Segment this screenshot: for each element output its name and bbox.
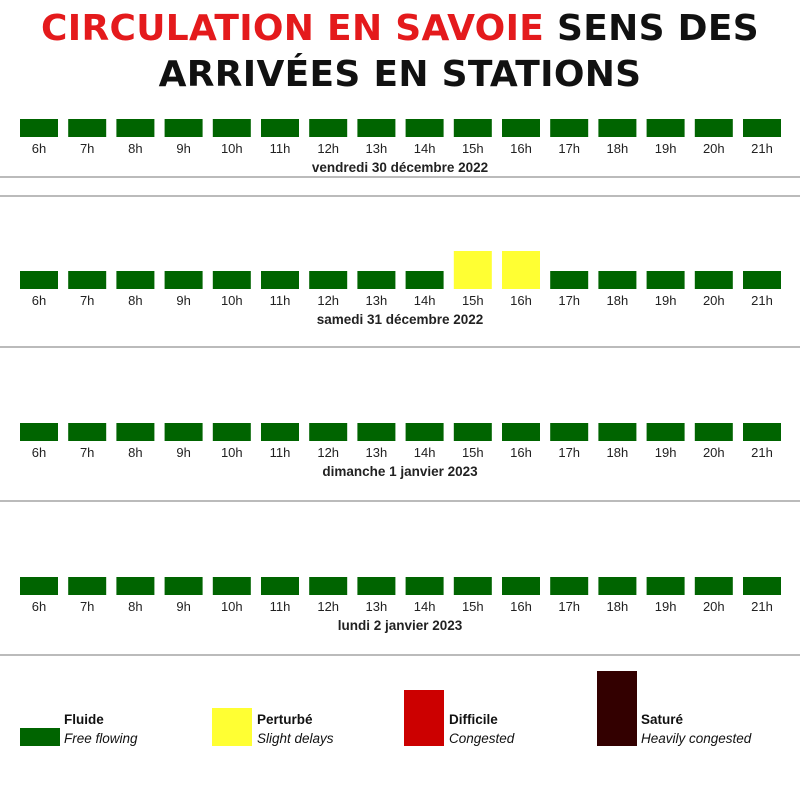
traffic-bar — [647, 271, 685, 289]
legend-label: Difficile — [449, 712, 498, 727]
traffic-bar — [213, 271, 251, 289]
traffic-bar — [261, 423, 299, 441]
traffic-bar — [502, 423, 540, 441]
hour-label: 9h — [176, 599, 191, 614]
traffic-bar — [165, 119, 203, 137]
hour-label: 11h — [269, 293, 291, 308]
traffic-bar — [68, 271, 106, 289]
traffic-bar — [116, 577, 154, 595]
traffic-bar — [68, 577, 106, 595]
traffic-bar — [357, 577, 395, 595]
traffic-bar — [598, 577, 636, 595]
hour-label: 10h — [220, 599, 243, 614]
hour-label: 14h — [413, 293, 436, 308]
hour-label: 17h — [558, 599, 581, 614]
hour-label: 8h — [128, 293, 143, 308]
traffic-bar — [695, 577, 733, 595]
traffic-bar — [454, 577, 492, 595]
chart-title-part2: SENS DES ARRIVÉES EN STATIONS — [158, 8, 759, 95]
hour-label: 7h — [79, 599, 95, 614]
traffic-bar — [502, 577, 540, 595]
date-label: dimanche 1 janvier 2023 — [322, 464, 478, 479]
hour-label: 7h — [79, 141, 95, 156]
hour-label: 14h — [413, 445, 436, 460]
hour-label: 18h — [606, 599, 629, 614]
traffic-bar — [743, 423, 781, 441]
traffic-bar — [213, 119, 251, 137]
traffic-bar — [116, 119, 154, 137]
hour-label: 19h — [654, 141, 677, 156]
traffic-bar — [406, 577, 444, 595]
traffic-bar — [743, 271, 781, 289]
traffic-bar — [454, 423, 492, 441]
hour-label: 21h — [751, 141, 773, 156]
hour-label: 6h — [31, 141, 47, 156]
hour-label: 19h — [654, 445, 677, 460]
legend-sublabel: Congested — [449, 731, 515, 746]
legend-swatch — [404, 690, 444, 746]
traffic-bar — [357, 271, 395, 289]
traffic-bar — [647, 577, 685, 595]
traffic-bar — [20, 119, 58, 137]
traffic-bar — [20, 423, 58, 441]
traffic-bar — [406, 271, 444, 289]
traffic-bar — [598, 271, 636, 289]
legend-swatch — [20, 728, 60, 746]
hour-label: 18h — [606, 293, 629, 308]
traffic-bar — [502, 119, 540, 137]
hour-label: 20h — [702, 445, 725, 460]
hour-label: 9h — [176, 141, 191, 156]
traffic-bar — [454, 251, 492, 289]
date-label: lundi 2 janvier 2023 — [337, 618, 463, 633]
hour-label: 14h — [413, 599, 436, 614]
hour-label: 20h — [702, 293, 725, 308]
hour-label: 15h — [461, 599, 484, 614]
hour-label: 10h — [220, 141, 243, 156]
hour-label: 9h — [176, 445, 191, 460]
hour-label: 21h — [751, 293, 773, 308]
hour-label: 15h — [461, 293, 484, 308]
hour-label: 12h — [317, 599, 340, 614]
hour-label: 15h — [461, 445, 484, 460]
traffic-bar — [309, 119, 347, 137]
hour-label: 19h — [654, 599, 677, 614]
hour-label: 21h — [751, 599, 773, 614]
chart-title-part1: CIRCULATION EN SAVOIE — [41, 8, 545, 49]
hour-label: 8h — [128, 599, 143, 614]
traffic-bar — [165, 423, 203, 441]
traffic-bar — [68, 423, 106, 441]
hour-label: 14h — [413, 141, 436, 156]
traffic-bar — [357, 423, 395, 441]
legend-sublabel: Free flowing — [64, 731, 138, 746]
hour-label: 10h — [220, 293, 243, 308]
traffic-bar — [165, 271, 203, 289]
traffic-bar — [309, 271, 347, 289]
traffic-bar — [261, 119, 299, 137]
hour-label: 10h — [220, 445, 243, 460]
hour-label: 12h — [317, 293, 340, 308]
hour-label: 20h — [702, 599, 725, 614]
traffic-bar — [213, 577, 251, 595]
traffic-bar — [357, 119, 395, 137]
traffic-bar — [309, 577, 347, 595]
hour-label: 13h — [365, 293, 388, 308]
hour-label: 12h — [317, 445, 340, 460]
legend-swatch — [597, 671, 637, 746]
hour-label: 11h — [269, 141, 291, 156]
date-label: samedi 31 décembre 2022 — [316, 312, 484, 327]
traffic-bar — [550, 577, 588, 595]
traffic-bar — [695, 271, 733, 289]
traffic-bar — [20, 577, 58, 595]
hour-label: 8h — [128, 445, 143, 460]
traffic-bar — [165, 577, 203, 595]
hour-label: 17h — [558, 445, 581, 460]
traffic-bar — [261, 271, 299, 289]
traffic-bar — [598, 119, 636, 137]
hour-label: 6h — [31, 293, 47, 308]
hour-label: 16h — [510, 141, 532, 156]
hour-label: 18h — [606, 141, 629, 156]
traffic-bar — [550, 271, 588, 289]
hour-label: 13h — [365, 599, 388, 614]
hour-label: 16h — [510, 599, 532, 614]
traffic-bar — [116, 271, 154, 289]
traffic-bar — [20, 271, 58, 289]
hour-label: 6h — [31, 445, 47, 460]
traffic-bar — [743, 119, 781, 137]
legend-sublabel: Heavily congested — [641, 731, 752, 746]
traffic-bar — [743, 577, 781, 595]
hour-label: 13h — [365, 445, 388, 460]
traffic-bar — [116, 423, 154, 441]
hour-label: 9h — [176, 293, 191, 308]
hour-label: 17h — [558, 141, 581, 156]
traffic-bar — [213, 423, 251, 441]
traffic-bar — [695, 119, 733, 137]
traffic-bar — [406, 423, 444, 441]
traffic-bar — [695, 423, 733, 441]
legend-sublabel: Slight delays — [257, 731, 334, 746]
traffic-bar — [550, 119, 588, 137]
hour-label: 7h — [79, 293, 95, 308]
legend-label: Perturbé — [257, 712, 313, 727]
legend-label: Fluide — [64, 712, 104, 727]
traffic-bar — [68, 119, 106, 137]
hour-label: 18h — [606, 445, 629, 460]
traffic-bar — [406, 119, 444, 137]
date-label: vendredi 30 décembre 2022 — [311, 160, 489, 175]
traffic-bar — [647, 119, 685, 137]
traffic-bar — [598, 423, 636, 441]
traffic-bar — [261, 577, 299, 595]
legend-label: Saturé — [641, 712, 684, 727]
hour-label: 19h — [654, 293, 677, 308]
traffic-bar — [502, 251, 540, 289]
hour-label: 17h — [558, 293, 581, 308]
hour-label: 12h — [317, 141, 340, 156]
hour-label: 8h — [128, 141, 143, 156]
hour-label: 20h — [702, 141, 725, 156]
legend-swatch — [212, 708, 252, 746]
hour-label: 16h — [510, 445, 532, 460]
traffic-bar — [647, 423, 685, 441]
hour-label: 15h — [461, 141, 484, 156]
hour-label: 16h — [510, 293, 532, 308]
traffic-bar — [550, 423, 588, 441]
hour-label: 13h — [365, 141, 388, 156]
hour-label: 21h — [751, 445, 773, 460]
hour-label: 6h — [31, 599, 47, 614]
traffic-bar — [309, 423, 347, 441]
hour-label: 7h — [79, 445, 95, 460]
traffic-bar — [454, 119, 492, 137]
hour-label: 11h — [269, 445, 291, 460]
hour-label: 11h — [269, 599, 291, 614]
